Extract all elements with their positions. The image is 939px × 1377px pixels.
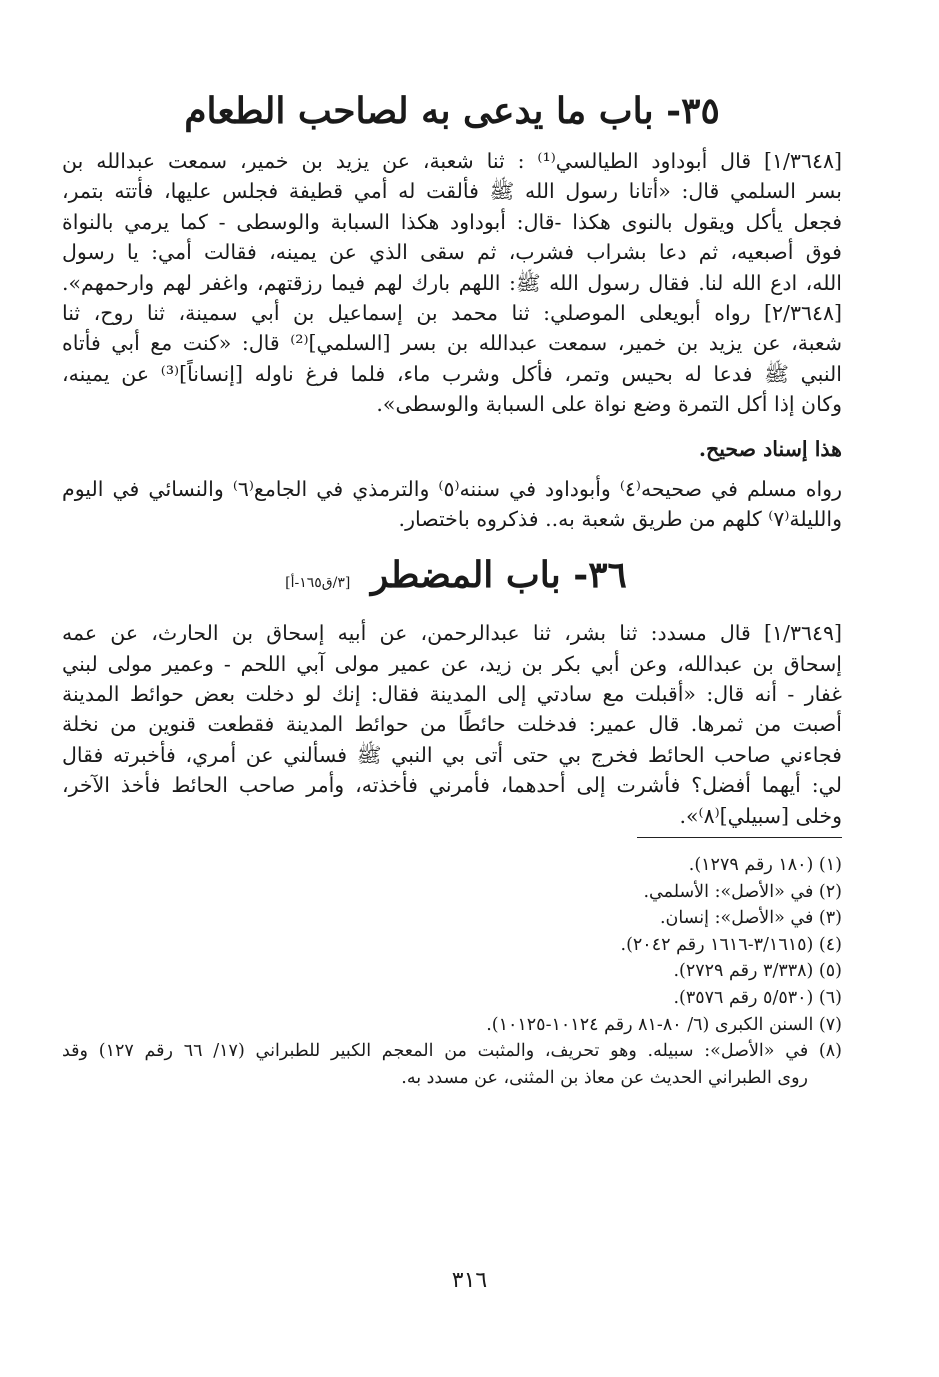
text-line: [١/٣٦٤٩] قال مسدد: ثنا بشر، ثنا عبدالرحمن، عن أبيه إسحاق بن الحارث، عن عمه <box>62 621 842 646</box>
text-line: شعبة، عن يزيد بن خمير، سمعت عبدالله بن بسر [السلمي]⁽²⁾ قال: «كنت مع أبي فأتاه <box>62 331 842 356</box>
chapter-35-title: ٣٥- باب ما يدعى به لصاحب الطعام <box>184 90 720 132</box>
footnote-separator <box>637 837 842 838</box>
text-line: وخلى [سبيلي]⁽٨⁾». <box>679 803 842 828</box>
footnote-item: (٥) (٣/٣٣٨ رقم ٢٧٢٩). <box>673 961 842 982</box>
text-line: فجعل يأكل ويقول بالنوى هكذا -قال: أبوداود هكذا السبابة والوسطى - كما يرمي بالنواة <box>62 209 842 234</box>
footnote-item: (٧) السنن الكبرى (٦/ ٨٠-٨١ رقم ١٠١٢٤-١٠١٢٥). <box>486 1014 842 1035</box>
takhrij-paragraph <box>62 474 842 535</box>
text-line: [٢/٣٦٤٨] رواه أبويعلى الموصلي: ثنا محمد بن إسماعيل بن أبي سمينة، ثنا روح، ثنا <box>62 300 842 325</box>
text-line: إسحاق بن عبدالله، وعن أبي بكر بن زيد، عن عمير مولى آبي اللحم - وعمير مولى لبني <box>62 651 842 676</box>
footnote-item: (٨) في «الأصل»: سبيله. وهو تحريف، والمثبت من المعجم الكبير للطبراني (١٧/ ٦٦ رقم ١٢٧) وقد <box>62 1041 842 1062</box>
text-line: والليلة⁽٧⁾ كلهم من طريق شعبة به.. فذكروه باختصار. <box>398 506 842 531</box>
text-line: الله، ادع الله لنا. فقال رسول الله ﷺ: اللهم بارك لهم فيما رزقتهم، واغفر لهم وارحمهم». <box>62 270 842 295</box>
text-line: فوق أصبعيه، ثم دعا بشراب فشرب، ثم سقى الذي عن يمينه، فقالت أمي: يا رسول <box>62 240 842 265</box>
text-line: بسر السلمي قال: «أتانا رسول الله ﷺ فألقت له أمي قطيفة فجلس عليها، فأتته بتمر، <box>62 179 842 204</box>
page-number: ٣١٦ <box>451 1268 488 1293</box>
chapter-36-title: ٣٦- باب المضطر <box>370 554 627 597</box>
text-line: لي: أيهما أفضل؟ فأشرت إلى أحدهما، فأمرني فأخذته، وأمر صاحب الحائط فأخذ الآخر، <box>62 773 842 798</box>
text-line: فجاءني صاحب الحائط فخرج بي حتى أتى بي النبي ﷺ فسألني عن أمري، فأخبرته فقال <box>62 742 842 767</box>
footnote-item: (٣) في «الأصل»: إنسان. <box>659 908 842 929</box>
footnote-item: (٤) (٣/١٦١٥-١٦١٦ رقم ٢٠٤٢). <box>620 934 842 955</box>
text-line: وكان إذا أكل التمرة وضع نواة على السبابة والوسطى». <box>376 392 842 417</box>
footnote-item: (٢) في «الأصل»: الأسلمي. <box>643 881 842 902</box>
footnotes <box>62 852 842 1091</box>
hadith-3648-2 <box>62 298 842 420</box>
hadith-3648-1 <box>62 146 842 298</box>
text-line: غفار - أنه قال: «أقبلت مع سادتي إلى المدينة فقال: إنك لو دخلت بعض حوائط المدينة <box>62 682 842 707</box>
footnote-item: (٦) (٥/٥٣٠ رقم ٣٥٧٦). <box>673 988 842 1008</box>
footnote-item-continued: روى الطبراني الحديث عن معاذ بن المثنى، عن مسدد به. <box>401 1067 808 1088</box>
page-body <box>62 82 842 1091</box>
text-line: أصبت من ثمرها. قال عمير: فدخلت حائطًا من حوائط المدينة فقطعت قنوين من نخلة <box>62 712 842 737</box>
manuscript-ref: [٣/ق١٦٥-أ] <box>285 575 351 592</box>
text-line: النبي ﷺ فدعا له بحيس وتمر، فأكل وشرب ماء، فلما فرغ ناوله [إنساناً]⁽³⁾ عن يمينه، <box>62 361 842 386</box>
hadith-3649-1 <box>62 618 842 831</box>
text-line: [١/٣٦٤٨] قال أبوداود الطيالسي⁽¹⁾ : ثنا شعبة، عن يزيد بن خمير، سمعت عبدالله بن <box>62 149 842 173</box>
footnote-item: (١) (١٨٠ رقم ١٢٧٩). <box>688 855 842 876</box>
text-line: رواه مسلم في صحيحه⁽٤⁾ وأبوداود في سننه⁽٥⁾ والترمذي في الجامع⁽٦⁾ والنسائي في اليوم <box>62 476 842 501</box>
isnad-verdict: هذا إسناد صحيح. <box>698 436 842 461</box>
chapter-36-heading <box>62 546 842 612</box>
